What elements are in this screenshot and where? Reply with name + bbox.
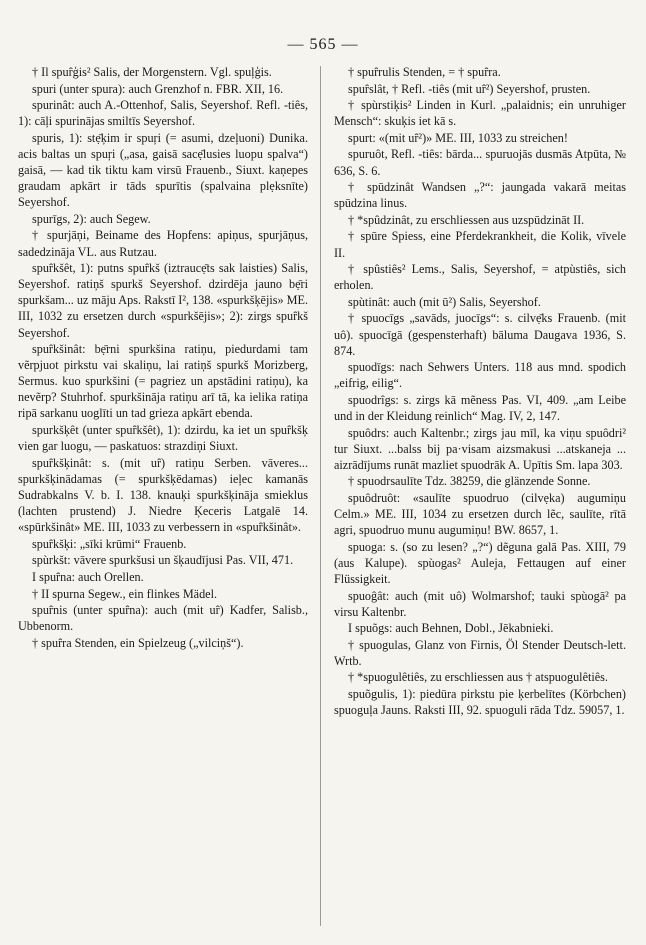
dictionary-entry: spuoĝât: auch (mit uô) Wolmarshof; tauki spùogā² pa virsu Kaltenbr.	[334, 588, 626, 619]
dictionary-entry: I spuȓna: auch Orellen.	[32, 569, 144, 584]
dictionary-entry: spùrkšt: vāvere spurkšusi un šķaudījusi Pas. VII, 471.	[32, 553, 294, 568]
dictionary-entry: spùtinât: auch (mit ū²) Salis, Seyershof.	[348, 294, 541, 309]
dictionary-entry: spuȓkšķinât: s. (mit uȓ) ratiņu Serben. vāveres... spurkšķinādamas (= spurkšķēdamas) ieļec kamanās Sudrabkalns V. b. I. 138. knauķi spurkšķināja smieklus (lachten prustend) J. Niedre Ķeceris Latgalē 14. «spūrkšinât» ME. III, 1033 zu verbessern in «spuȓkšinât».	[18, 455, 308, 535]
dictionary-entry: spuõgulis, 1): piedūra pirkstu pie ķerbelītes (Körbchen) spuoguļa Jauns. Raksti III, 92. spuoguli rāda Tdz. 59057, 1.	[334, 687, 626, 718]
dictionary-entry: spurinât: auch A.-Ottenhof, Salis, Seyershof. Refl. -tiês, 1): cāļi spurinājas smiltīs Seyershof.	[18, 98, 308, 129]
dictionary-entry: spuoga: s. (so zu lesen? „?“) dẽguna galā Pas. XIII, 79 (aus Kalupe). spùogas² Auleja, Fettaugen auf einer Flüssigkeit.	[334, 539, 626, 586]
dictionary-entry: † spûstiês² Lems., Salis, Seyershof, = atpùstiês, sich erholen.	[334, 262, 626, 293]
dictionary-entry: spuȓnis (unter spuȓna): auch (mit uȓ) Kadfer, Salisb., Ubbenorm.	[18, 603, 308, 634]
dictionary-entry: † *spûdzinât, zu erschliessen aus uzspūdzināt II.	[348, 212, 585, 227]
dictionary-entry: spuȓkšêt, 1): putns spuȓkš (iztraucẹ̄ts sak laisties) Salis, Seyershof. ratiņš spurkš Seyershof. dzirdēja jauno bẹ̄ri spurkšam... uz māju Aps. Rakstī I², 138. «spurkšķējis» ME. III, 1032 zu ersetzen durch «spurkšējis»; 2): zirgs spuȓkš Seyershof.	[18, 261, 308, 340]
dictionary-entry: spuȓslât, † Refl. -tiês (mit uȓ²) Seyershof, prusten.	[348, 81, 591, 96]
dictionary-entry: spuruôt, Refl. -tiês: bārda... spuruojās dusmās Atpūta, № 636, S. 6.	[334, 147, 626, 178]
dictionary-entry: spuodīgs: nach Sehwers Unters. 118 aus mnd. spodich „eifrig, eilig“.	[334, 360, 626, 391]
right-column	[334, 64, 626, 719]
dictionary-entry: † spuocīgs „savāds, juocīgs“: s. cilvẹ̄ks Frauenb. (mit uô). spuocīgā (gespensterhaft) bāluma Daugava 1936, S. 874.	[334, 311, 626, 358]
page-number: — 565 —	[287, 36, 359, 53]
dictionary-entry: spuri (unter spura): auch Grenzhof n. FBR. XII, 16.	[32, 81, 284, 96]
dictionary-entry: spurt: «(mit uȓ²)» ME. III, 1033 zu streichen!	[348, 130, 568, 145]
dictionary-entry: † spūre Spiess, eine Pferdekrankheit, die Kolik, vīvele II.	[334, 229, 626, 260]
dictionary-entry: † spūdzinât Wandsen „?“: jaungada vakarā meitas spūdzina linus.	[334, 180, 626, 211]
dictionary-entry: † *spuogulêtiês, zu erschliessen aus † atspuogulêtiês.	[348, 670, 608, 685]
dictionary-entry: † spuodrsaulīte Tdz. 38259, die glänzende Sonne.	[348, 474, 591, 489]
dictionary-entry: † spuȓra Stenden, ein Spielzeug („vilciņš“).	[32, 635, 244, 650]
column-divider	[320, 66, 321, 926]
dictionary-entry: † spuogulas, Glanz von Firnis, Öl Stender Deutsch-lett. Wrtb.	[334, 637, 626, 668]
dictionary-entry: † II spurna Segew., ein flinkes Mädel.	[32, 586, 218, 601]
dictionary-entry: spuodrîgs: s. zirgs kā mẽness Pas. VI, 409. „am Leibe und in der Kleidung reinlich“ Mag. IV, 2, 147.	[334, 392, 626, 423]
dictionary-entry: spurīgs, 2): auch Segew.	[32, 211, 151, 226]
dictionary-entry: spuȓkšķi: „sīki krūmi“ Frauenb.	[32, 536, 187, 551]
dictionary-entry: spuôdrs: auch Kaltenbr.; zirgs jau mīl, ka viņu spuôdri² tur Siuxt. ...balss bij pa·visam aizsmakusi ...atskaneja ... aizrādījums runāt mazliet spuodrāk A. Upītis Sm. lapa 303.	[334, 425, 626, 472]
dictionary-entry: † spuȓrulis Stenden, = † spuȓra.	[348, 65, 501, 79]
dictionary-entry: I spuõgs: auch Behnen, Dobl., Jēkabnieki.	[348, 621, 554, 636]
dictionary-entry: † Il spuȓģis² Salis, der Morgenstern. Vgl. spuļģis.	[32, 65, 272, 79]
left-column	[18, 64, 308, 651]
dictionary-entry: spurkšķêt (unter spuȓkšêt), 1): dzirdu, ka iet un spuȓkšķ vien gar luogu, — paskatuos: strazdiņi Siuxt.	[18, 423, 308, 454]
dictionary-entry: spuȓkšinât: bẹ̄rni spurkšina ratiņu, piedurdami tam vẽrpjuot pirkstu vai skaliņu, lai ratiņš spurkš Morizberg, Sermus. kuo spurkšini (= pagriez un apstādini ratiņu), ka nevẽrp? Stuhrhof. spurkšināja ratiņu arī tā, ka ielika ratiņa ripā sarkanu uoglīti un tad grieza apkārt ebenda.	[18, 342, 308, 421]
dictionary-entry: † spùrstiķis² Linden in Kurl. „palaidnis; ein unruhiger Mensch“: skuķis iet kā s.	[334, 98, 626, 129]
dictionary-entry: spuôdruôt: «saulīte spuodruo (cilvẹka) augumiņu Celm.» ME. III, 1034 zu ersetzen durch lẽc, saulīte, rītā agri, spuodruo munu augumiņu! BW. 8657, 1.	[334, 490, 626, 538]
dictionary-entry: † spurjāņi, Beiname des Hopfens: apiņus, spurjāņus, sadedzināja VL. aus Rutzau.	[18, 228, 308, 259]
dictionary-entry: spuris, 1): stẹ̄ķim ir spuŗi (= asumi, dzeļuoni) Dunika. acis baltas un spuŗi („asa, gaisā sacẹ̄lusies luopu spalva“) gaisā, — kad tik tiktu kam virsū Frauenb., Siuxt. kaņepes graudam apkārt ir tāds spurītis (spalvaina plẹksnīte) Seyershof.	[18, 130, 308, 210]
